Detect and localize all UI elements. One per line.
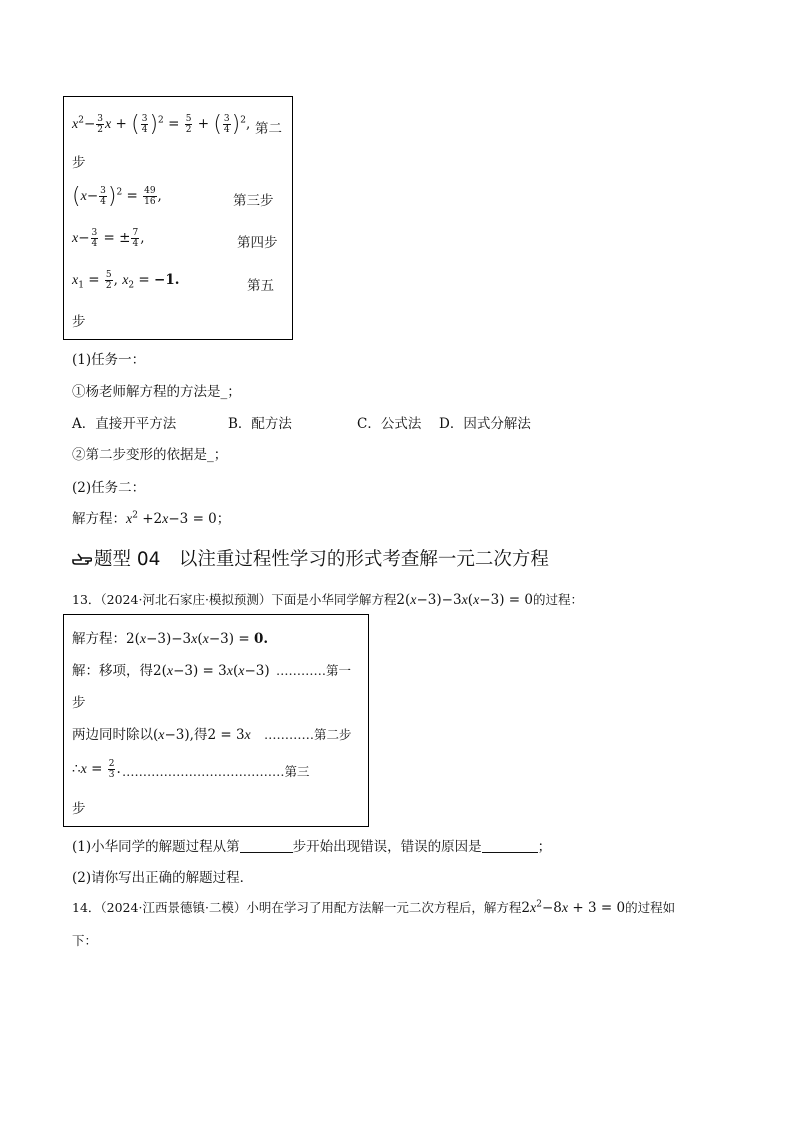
box1-line-step3: (x− $\frac{3}{4}$ )$^2$ = $\frac{49}{16}$ , <box>72 184 162 209</box>
section-title <box>72 545 549 571</box>
box13-line1: 解方程：2(x−3)−3x(x−3) = 0. <box>72 631 269 647</box>
pointing-hand-icon <box>72 551 92 567</box>
problem13-statement: 13．（2024·河北石家庄·模拟预测）下面是小华同学解方程2(x−3)−3x(x−3) = 0的过程： <box>72 592 583 608</box>
problem13-suffix: 的过程： <box>532 592 583 607</box>
box1-step3-label: 第三步 <box>233 193 274 209</box>
box13-line4-dots: …………………………………第三 <box>122 764 310 779</box>
box13-line4-wrap: 步 <box>72 801 86 817</box>
box13-line4: ∴x = $\frac{2}{3}$ . <box>72 759 121 780</box>
option-c: C．公式法 <box>357 416 422 432</box>
box1-step5-wrap: 步 <box>72 314 86 330</box>
box1-step2-label: 第二 <box>255 121 282 137</box>
problem13-prefix: 13．（2024·河北石家庄·模拟预测）下面是小华同学解方程 <box>72 592 397 607</box>
box13-line3-mid: ,得 <box>189 727 208 743</box>
box13-line2-wrap: 步 <box>72 695 86 711</box>
option-d: D．因式分解法 <box>439 416 531 432</box>
task1-question1: ①杨老师解方程的方法是_； <box>72 384 241 400</box>
box13-line3-dots: …………第二步 <box>264 727 352 742</box>
box13-line3: 两边同时除以(x−3),得2 = 3x <box>72 727 251 743</box>
task2-prompt: 解方程： <box>72 511 126 527</box>
problem13-question2: (2)请你写出正确的解题过程． <box>72 870 254 886</box>
task2-heading: (2)任务二： <box>72 480 146 496</box>
box13-line3-label: 两边同时除以 <box>72 727 153 743</box>
option-a: A．直接开平方法 <box>72 416 177 432</box>
box13-line2: 解：移项，得2(x−3) = 3x(x−3) <box>72 663 270 679</box>
option-b: B．配方法 <box>228 416 292 432</box>
answer-blank-reason[interactable] <box>482 838 538 853</box>
section-title-text: 题型 04 以注重过程性学习的形式考查解一元二次方程 <box>94 549 549 570</box>
task1-heading: (1)任务一： <box>72 352 146 368</box>
task1-question2: ②第二步变形的依据是_； <box>72 447 228 463</box>
q1-part-b: 步开始出现错误，错误的原因是 <box>292 839 482 855</box>
q1-part-c: ； <box>537 839 552 855</box>
box1-step2-wrap: 步 <box>72 155 86 171</box>
problem14-wrap: 下： <box>72 933 98 948</box>
box1-line-step5: $x_1$ = $\frac{5}{2}$ , $x_2 = -1$. <box>72 270 180 291</box>
q1-part-a: (1)小华同学的解题过程从第 <box>72 839 240 855</box>
problem14-statement: 14．（2024·江西景德镇·二模）小明在学习了用配方法解一元二次方程后，解方程$2x^2-8x + 3 = 0$的过程如 <box>72 899 676 916</box>
problem14-suffix: 的过程如 <box>625 900 676 915</box>
problem13-question1 <box>72 835 551 855</box>
box1-line-step4: x− $\frac{3}{4}$ = ± $\frac{7}{4}$ , <box>72 228 145 249</box>
box1-line-step2: $x^2-$ $\frac{3}{2}$ x + ( $\frac{3}{4}$ )$^2$ = $\frac{5}{2}$ + ( $\frac{3}{4}$ )$^2$, <box>72 112 251 137</box>
box1-step4-label: 第四步 <box>237 235 278 251</box>
problem14-prefix: 14．（2024·江西景德镇·二模）小明在学习了用配方法解一元二次方程后，解方程 <box>72 900 522 915</box>
task2-equation: 解方程：$x^2 +2x-3 = 0$； <box>72 510 231 527</box>
box13-line2-dots: …………第一 <box>276 663 352 678</box>
answer-blank-step[interactable] <box>240 838 293 853</box>
box1-step5-label: 第五 <box>247 278 274 294</box>
box13-line1-label: 解方程： <box>72 631 126 647</box>
box13-line2-label: 解：移项，得 <box>72 663 153 679</box>
